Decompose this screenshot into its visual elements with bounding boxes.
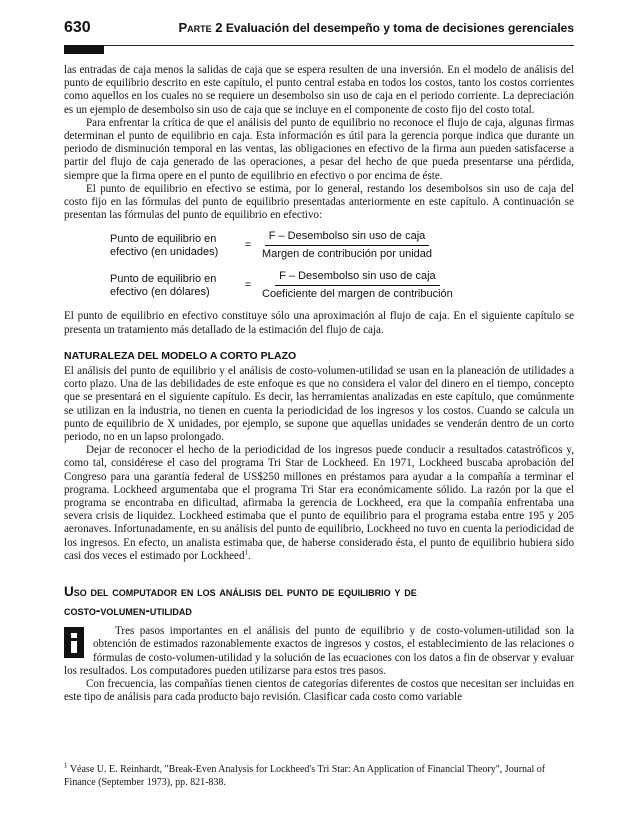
- paragraph-end: .: [248, 549, 251, 562]
- running-header: [64, 19, 574, 37]
- paragraph: El punto de equilibrio en efectivo se estima, por lo general, restando los desembolsos sin uso de caja del costo fijo en las fórmulas del punto de equilibrio presentadas anteriormente en este capítulo. A continuación se presentan las fórmulas del punto de equilibrio en efectivo:: [64, 182, 574, 222]
- icon-paragraph: [64, 625, 574, 678]
- footnote: [64, 761, 574, 789]
- paragraph: El punto de equilibrio en efectivo constituye sólo una aproximación al flujo de caja. En el siguiente capítulo se presenta un tratamiento más detallado de la estimación del flujo de caja.: [64, 310, 574, 336]
- formula-units: [110, 230, 574, 261]
- equals-sign: =: [244, 239, 252, 252]
- formula-label-line: efectivo (en unidades): [110, 245, 219, 258]
- section-heading: [64, 582, 574, 620]
- footnote-marker: 1: [64, 761, 68, 770]
- paragraph: Con frecuencia, las compañías tienen cientos de categorías diferentes de costos que necesitan ser incluidas en este tipo de análisis para cada producto bajo revisión. Clasificar cada costo como variable: [64, 677, 574, 704]
- body-text: [64, 64, 574, 704]
- formula-dollars: [110, 270, 574, 301]
- formula-block: [110, 230, 574, 301]
- paragraph: El análisis del punto de equilibrio y el análisis de costo-volumen-utilidad se usan en la planeación de utilidades a corto plazo. Una de las debilidades de este enfoque es que no considera el valor del dinero en el tiempo, concepto que se presentará en el siguiente capítulo. Es decir, las herramientas analizadas en este capítulo, que comúnmente se utilizan en la industria, no tienen en cuenta la periodicidad de los ingresos y los costos. Cuando se calcula un punto de equilibrio de X unidades, por ejemplo, se supone que aquellas unidades se venderán dentro de un corto periodo, no en un lapso prolongado.: [64, 365, 574, 444]
- fraction: [258, 270, 457, 301]
- formula-label-line: Punto de equilibrio en: [110, 232, 217, 245]
- footnote-ref: 1: [244, 548, 249, 557]
- information-icon: [64, 627, 84, 658]
- section-heading-line: costo-volumen-utilidad: [64, 603, 192, 619]
- paragraph: las entradas de caja menos la salidas de caja que se espera resulten de una inversión. En el modelo de análisis del punto de equilibrio descrito en este capítulo, el punto central estaba en todos los costos, tanto los costos corrientes como aquellos en los cuales no se requiere un desembolso sin uso de caja en el periodo corriente. La depreciación es un ejemplo de desembolso sin uso de caja que se incluye en el componente de costo fijo del costo total.: [64, 64, 574, 116]
- subheading: NATURALEZA DEL MODELO A CORTO PLAZO: [64, 349, 297, 362]
- header-rule: [64, 45, 574, 46]
- formula-label-line: Punto de equilibrio en: [110, 272, 217, 285]
- header-tab-mark: [64, 45, 104, 54]
- footnote-text: Véase U. E. Reinhardt, "Break-Even Analysis for Lockheed's Tri Star: An Application of Financial Theory", Journal of Finance (September 1973), pp. 821-838.: [64, 764, 546, 788]
- numerator: F – Desembolso sin uso de caja: [265, 230, 430, 246]
- formula-label: [110, 273, 238, 299]
- section-heading-line: Uso del computador en los análisis del punto de equilibrio y de: [64, 584, 417, 600]
- page-number: 630: [64, 19, 91, 36]
- formula-label-line: efectivo (en dólares): [110, 285, 210, 298]
- paragraph: Para enfrentar la crítica de que el análisis del punto de equilibrio no reconoce el flujo de caja, algunas firmas determinan el punto de equilibrio en caja. Esta información es útil para la gerencia porque indica que durante un periodo de disminución temporal en las ventas, las obligaciones en efectivo de la firma aun pueden satisfacerse a partir del flujo de caja generado de las operaciones, a pesar del hecho de que pueda presentarse una pérdida, siempre que la firma opere en el punto de equilibrio en efectivo o por encima de éste.: [64, 116, 574, 182]
- paragraph-lockheed: [64, 444, 574, 563]
- fraction: [258, 230, 436, 261]
- formula-label: [110, 233, 238, 259]
- paragraph-text: Dejar de reconocer el hecho de la periodicidad de los ingresos puede conducir a resultados catastróficos y, como tal, considérese el caso del programa Tri Star de Lockheed. En 1971, Lockheed buscaba aprobación del Congreso para una garantía federal de US$250 millones en préstamos para ayudar a la compañía a terminar el programa. Lockheed argumentaba que el programa Tri Star era económicamente sólido. La razón por la que el programa se encontraba en dificultad, afirmaba la gerencia de Lockheed, era que la compañía enfrentaba una severa crisis de liquidez. Lockheed estimaba que el punto de equilibrio para el programa estaba entre 195 y 205 aeronaves. Infortunadamente, en su análisis del punto de equilibrio, Lockheed no tuvo en cuenta la periodicidad de los ingresos. En efecto, un analista estimaba que, de haberse considerado ésta, el punto de equilibrio hubiera sido casi dos veces el estimado por Lockheed: [64, 444, 574, 562]
- equals-sign: =: [244, 279, 252, 292]
- chapter-title: Evaluación del desempeño y toma de decisiones gerenciales: [225, 21, 574, 35]
- part-label: Parte 2: [178, 20, 223, 35]
- denominator: Margen de contribución por unidad: [262, 248, 433, 261]
- denominator: Coeficiente del margen de contribución: [262, 288, 453, 301]
- running-title: [179, 20, 575, 35]
- numerator: F – Desembolso sin uso de caja: [275, 270, 440, 286]
- paragraph: Tres pasos importantes en el análisis del punto de equilibrio y de costo-volumen-utilidad son la obtención de estimados razonablemente exactos de ingresos y costos, el establecimiento de las relaciones o fórmulas de costo-volumen-utilidad y la solución de las ecuaciones con los datos a fin de observar y evaluar los resultados. Los computadores pueden utilizarse para estos tres pasos.: [64, 625, 574, 677]
